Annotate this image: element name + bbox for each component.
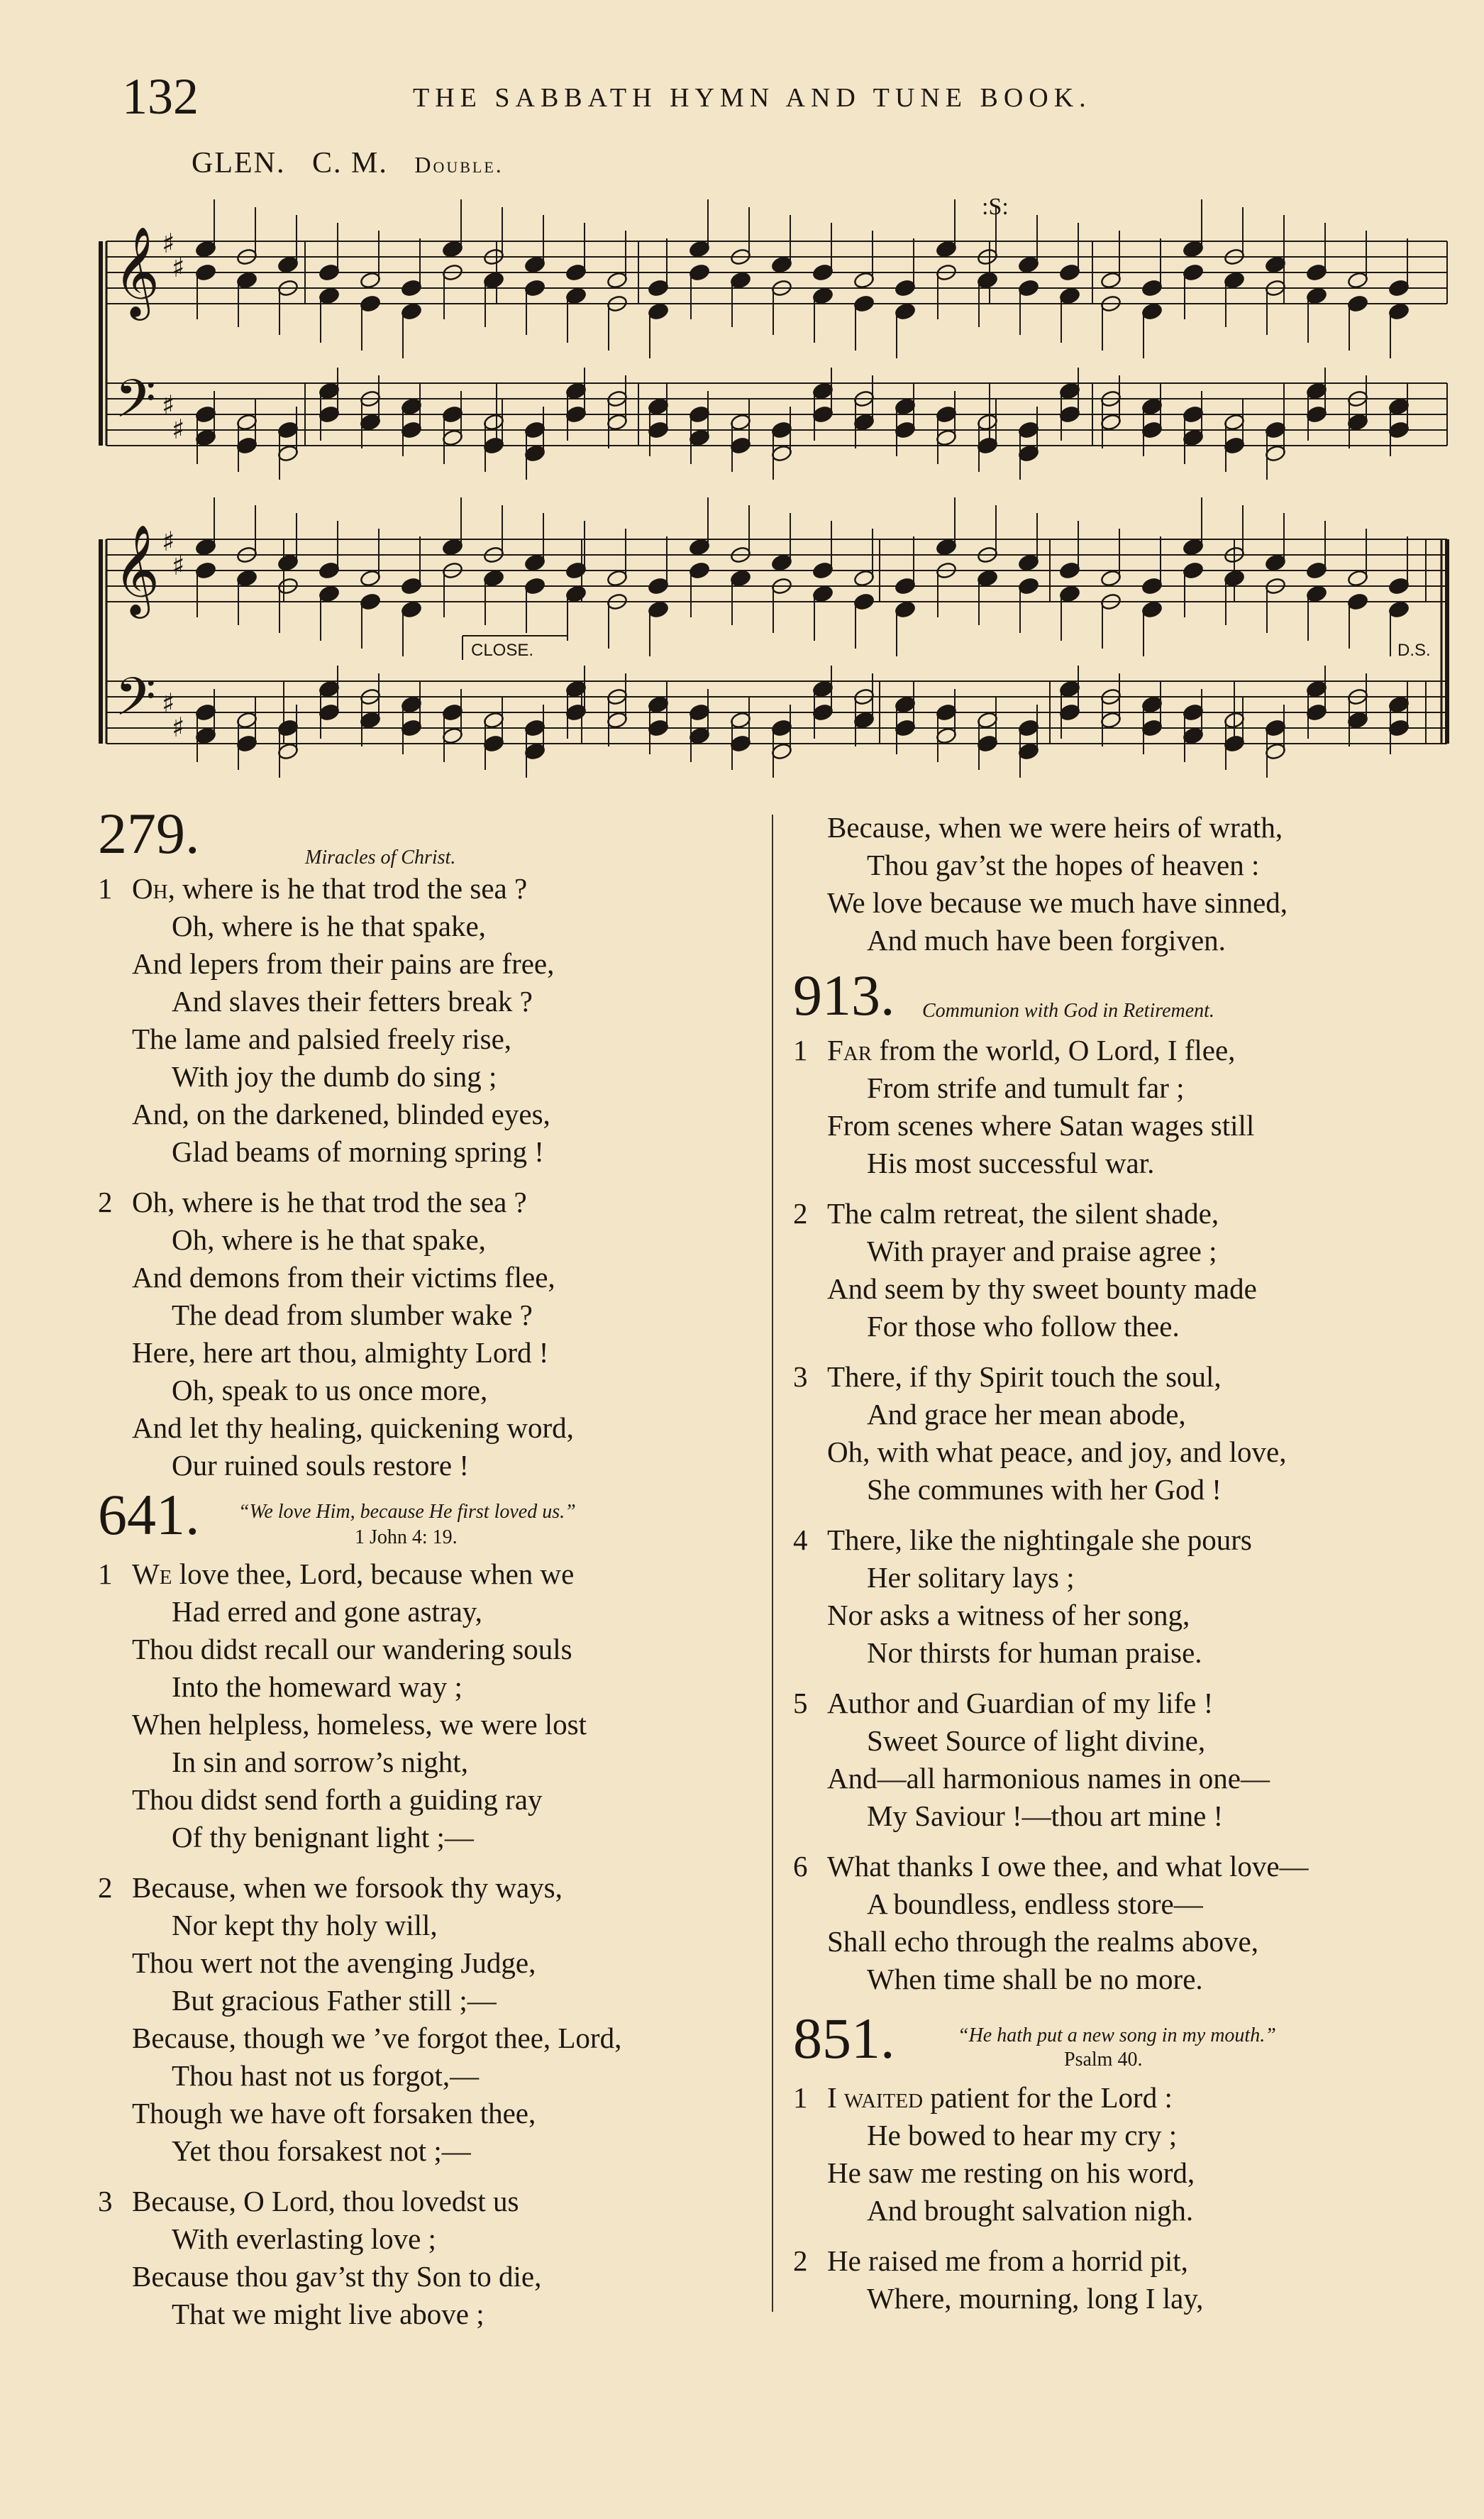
verse-text: Oh, with what peace, and joy, and love, [827, 1435, 1287, 1468]
verse-line [92, 1133, 773, 1171]
hymn-title: Miracles of Christ. [305, 847, 456, 869]
hymn-851-header [787, 2006, 1461, 2079]
verse-line [787, 1848, 1461, 1885]
verse-line [92, 908, 773, 945]
verse-text: Had erred and gone astray, [172, 1595, 482, 1628]
verse-text: When time shall be no more. [867, 1963, 1203, 1995]
stanza [787, 1521, 1461, 1672]
verse-text: There, like the nightingale she pours [827, 1523, 1252, 1556]
stanza [787, 1848, 1461, 1998]
verse-line [92, 870, 773, 908]
verse-text: Because, though we ’ve forgot thee, Lord, [132, 2022, 622, 2054]
verse-text: Though we have oft forsaken thee, [132, 2097, 536, 2129]
svg-text:♯: ♯ [162, 228, 175, 259]
verse-line [92, 2258, 773, 2295]
verse-line [92, 2019, 773, 2057]
verse-line [92, 2183, 773, 2220]
verse-line [92, 1555, 773, 1593]
verse-line [787, 1145, 1461, 1182]
verse-text: Far from the world, O Lord, I flee, [827, 1034, 1236, 1066]
verse-text: From strife and tumult far ; [867, 1071, 1185, 1104]
verse-line [92, 1184, 773, 1221]
hymn-number: 913. [793, 963, 895, 1027]
stanza-gap [787, 1672, 1461, 1685]
verse-line [92, 1221, 773, 1259]
verse-text: Sweet Source of light divine, [867, 1724, 1206, 1757]
verse-line [92, 1096, 773, 1133]
ds-label: D.S. [1397, 641, 1431, 660]
stanza-gap [92, 1171, 773, 1184]
left-column [92, 801, 773, 2333]
verse-line [787, 1885, 1461, 1923]
verse-text: And—all harmonious names in one— [827, 1762, 1270, 1795]
verse-line [92, 1334, 773, 1372]
verse-line [787, 1521, 1461, 1559]
verse-text: Thou didst recall our wandering souls [132, 1633, 572, 1665]
verse-text: Oh, speak to us once more, [172, 1374, 488, 1406]
svg-text:♯: ♯ [172, 414, 185, 445]
stanza-gap [787, 1182, 1461, 1195]
svg-text:♯: ♯ [172, 252, 185, 283]
svg-text:♯: ♯ [172, 712, 185, 743]
hymn-number: 851. [793, 2006, 895, 2071]
verse-text: And lepers from their pains are free, [132, 947, 555, 980]
verse-line [92, 1058, 773, 1096]
verse-line [92, 2220, 773, 2258]
verse-text: What thanks I owe thee, and what love— [827, 1850, 1309, 1883]
verse-text: Oh, where is he that spake, [172, 910, 486, 942]
verse-text: Her solitary lays ; [867, 1561, 1075, 1594]
verse-text: In sin and sorrow’s night, [172, 1746, 468, 1778]
stanza [92, 1184, 773, 1484]
verse-line [787, 2117, 1461, 2154]
verse-line [787, 1760, 1461, 1797]
verse-line [92, 1593, 773, 1631]
svg-text:𝄞: 𝄞 [113, 226, 160, 316]
verse-line [787, 1471, 1461, 1509]
hymn-ref: Psalm 40. [1064, 2049, 1143, 2071]
right-column [787, 809, 1461, 2317]
verse-line [92, 2095, 773, 2132]
tune-meter: C. M. [311, 147, 388, 180]
stanza [787, 2079, 1461, 2229]
verse-line [92, 1982, 773, 2019]
stanza [92, 1869, 773, 2170]
verse-text: But gracious Father still ;— [172, 1984, 497, 2017]
verse-text: Of thy benignant light ;— [172, 1821, 474, 1853]
verse-line [787, 1107, 1461, 1145]
stanza-gap [787, 1509, 1461, 1521]
hymn-641-body [92, 1555, 773, 2333]
verse-text: Nor thirsts for human praise. [867, 1636, 1202, 1669]
verse-text: We love because we much have sinned, [827, 886, 1288, 919]
verse-text: Nor asks a witness of her song, [827, 1599, 1190, 1631]
verse-text: Our ruined souls restore ! [172, 1449, 470, 1482]
verse-text: And let thy healing, quickening word, [132, 1411, 574, 1444]
verse-line [92, 1819, 773, 1856]
stanza-number: 3 [793, 1360, 808, 1393]
verse-line [92, 1372, 773, 1409]
verse-text: With prayer and praise agree ; [867, 1235, 1217, 1267]
verse-text: Here, here art thou, almighty Lord ! [132, 1336, 549, 1369]
verse-text: Thou didst send forth a guiding ray [132, 1783, 543, 1816]
hymn-title: “He hath put a new song in my mouth.” [958, 2024, 1276, 2046]
verse-line [787, 809, 1461, 847]
verse-line [92, 1447, 773, 1484]
verse-line [787, 1396, 1461, 1433]
stanza-gap [92, 2170, 773, 2183]
verse-text: My Saviour !—thou art mine ! [867, 1799, 1224, 1832]
verse-text: Author and Guardian of my life ! [827, 1687, 1214, 1719]
hymn-number: 279. [98, 801, 200, 866]
verse-text: Because, O Lord, thou lovedst us [132, 2185, 519, 2217]
verse-line [787, 1559, 1461, 1597]
verse-line [92, 1907, 773, 1944]
hymn-number: 641. [98, 1482, 200, 1547]
stanza-number: 1 [98, 1558, 113, 1590]
hymn-title: “We love Him, because He first loved us.” [238, 1501, 576, 1523]
verse-line [92, 1706, 773, 1743]
hymn-913-body [787, 1032, 1461, 1998]
stanza [787, 809, 1461, 959]
verse-text: He saw me resting on his word, [827, 2156, 1195, 2189]
verse-line [787, 2280, 1461, 2317]
verse-line [787, 1961, 1461, 1998]
verse-line [787, 884, 1461, 922]
hymn-title: Communion with God in Retirement. [922, 1000, 1214, 1022]
stanza-number: 6 [793, 1850, 808, 1883]
verse-text: Glad beams of morning spring ! [172, 1135, 544, 1168]
verse-line [92, 1668, 773, 1706]
stanza [787, 1195, 1461, 1345]
stanza-number: 2 [98, 1186, 113, 1218]
verse-text: And slaves their fetters break ? [172, 985, 533, 1018]
verse-text: With joy the dumb do sing ; [172, 1060, 497, 1093]
tune-name: GLEN. [192, 147, 286, 180]
verse-line [92, 2057, 773, 2095]
verse-text: And, on the darkened, blinded eyes, [132, 1098, 550, 1130]
tune-variant: Double. [414, 152, 504, 177]
verse-text: Oh, where is he that trod the sea ? [132, 872, 528, 905]
verse-line [787, 1358, 1461, 1396]
verse-line [92, 1781, 773, 1819]
verse-line [92, 1869, 773, 1907]
stanza [92, 2183, 773, 2333]
verse-line [787, 1233, 1461, 1270]
verse-line [92, 1944, 773, 1982]
stanza-gap [787, 1345, 1461, 1358]
verse-line [787, 1195, 1461, 1233]
svg-text:♯: ♯ [162, 688, 175, 719]
verse-text: And demons from their victims flee, [132, 1261, 555, 1294]
verse-text: Nor kept thy holy will, [172, 1909, 438, 1941]
verse-line [787, 847, 1461, 884]
verse-line [787, 1685, 1461, 1722]
stanza-number: 2 [793, 2244, 808, 2277]
verse-line [787, 2079, 1461, 2117]
stanza-number: 4 [793, 1523, 808, 1556]
verse-text: There, if thy Spirit touch the soul, [827, 1360, 1222, 1393]
verse-line [787, 1722, 1461, 1760]
verse-line [92, 1631, 773, 1668]
verse-line [92, 983, 773, 1020]
verse-line [92, 1296, 773, 1334]
stanza [787, 2242, 1461, 2317]
stanza [787, 1358, 1461, 1509]
verse-line [92, 2295, 773, 2333]
verse-line [92, 2132, 773, 2170]
verse-line [92, 1743, 773, 1781]
verse-line [787, 1597, 1461, 1634]
stanza-number: 5 [793, 1687, 808, 1719]
verse-text: For those who follow thee. [867, 1310, 1180, 1343]
hymn-851-body [787, 2079, 1461, 2317]
verse-text: And seem by thy sweet bounty made [827, 1272, 1257, 1305]
verse-text: The calm retreat, the silent shade, [827, 1197, 1219, 1230]
verse-text: She communes with her God ! [867, 1473, 1222, 1506]
verse-text: When helpless, homeless, we were lost [132, 1708, 587, 1741]
verse-text: And grace her mean abode, [867, 1398, 1186, 1431]
verse-text: Into the homeward way ; [172, 1670, 463, 1703]
svg-text:♯: ♯ [162, 526, 175, 557]
verse-text: His most successful war. [867, 1147, 1155, 1179]
svg-text:𝄢: 𝄢 [115, 666, 156, 741]
stanza-gap [787, 1835, 1461, 1848]
verse-text: And much have been forgiven. [867, 924, 1226, 957]
verse-text: Yet thou forsakest not ;— [172, 2134, 471, 2167]
hymn-641-header [92, 1482, 773, 1555]
verse-text: And brought salvation nigh. [867, 2194, 1194, 2227]
stanza-gap [787, 2229, 1461, 2242]
verse-text: The lame and palsied freely rise, [132, 1023, 512, 1055]
close-label: CLOSE. [471, 641, 534, 660]
verse-text: Shall echo through the realms above, [827, 1925, 1258, 1958]
stanza-number: 1 [793, 2081, 808, 2114]
segno-mark: :S: [982, 194, 1009, 220]
running-title: THE SABBATH HYMN AND TUNE BOOK. [413, 83, 1092, 113]
verse-line [787, 1032, 1461, 1069]
verse-line [787, 1270, 1461, 1308]
svg-text:♯: ♯ [172, 550, 185, 581]
verse-text: A boundless, endless store— [867, 1887, 1203, 1920]
verse-text: Thou wert not the avenging Judge, [132, 1946, 536, 1979]
verse-line [787, 2242, 1461, 2280]
verse-line [787, 1634, 1461, 1672]
verse-line [92, 1259, 773, 1296]
verse-line [787, 1069, 1461, 1107]
music-score [0, 0, 1484, 795]
verse-line [787, 1308, 1461, 1345]
stanza-number: 1 [793, 1034, 808, 1066]
verse-line [787, 1923, 1461, 1961]
stanza [92, 1555, 773, 1856]
stanza-number: 1 [98, 872, 113, 905]
verse-text: I waited patient for the Lord : [827, 2081, 1173, 2114]
verse-line [787, 922, 1461, 959]
stanza [92, 870, 773, 1171]
svg-text:𝄞: 𝄞 [113, 524, 160, 614]
verse-text: Thou gav’st the hopes of heaven : [867, 849, 1260, 881]
hymn-ref: 1 John 4: 19. [355, 1526, 458, 1548]
verse-line [92, 1020, 773, 1058]
verse-text: Oh, where is he that trod the sea ? [132, 1186, 527, 1218]
verse-text: Because thou gav’st thy Son to die, [132, 2260, 542, 2293]
page-number: 132 [122, 68, 199, 125]
verse-line [787, 1797, 1461, 1835]
verse-text: From scenes where Satan wages still [827, 1109, 1255, 1142]
verse-text: Thou hast not us forgot,— [172, 2059, 480, 2092]
stanza [787, 1685, 1461, 1835]
verse-text: Because, when we forsook thy ways, [132, 1871, 563, 1904]
verse-text: The dead from slumber wake ? [172, 1299, 533, 1331]
verse-line [787, 2192, 1461, 2229]
hymn-279-header [92, 801, 773, 870]
stanza [787, 1032, 1461, 1182]
verse-text: We love thee, Lord, because when we [132, 1558, 575, 1590]
stanza-gap [92, 1856, 773, 1869]
verse-text: He raised me from a horrid pit, [827, 2244, 1188, 2277]
svg-text:♯: ♯ [162, 390, 175, 421]
verse-line [787, 2154, 1461, 2192]
verse-text: Because, when we were heirs of wrath, [827, 811, 1283, 844]
hymn-641-continued [787, 809, 1461, 959]
hymn-913-header [787, 963, 1461, 1032]
verse-text: Where, mourning, long I lay, [867, 2282, 1204, 2315]
verse-text: That we might live above ; [172, 2298, 484, 2330]
verse-line [92, 945, 773, 983]
svg-text:𝄢: 𝄢 [115, 368, 156, 443]
verse-line [92, 1409, 773, 1447]
hymn-279-body [92, 870, 773, 1484]
verse-text: With everlasting love ; [172, 2222, 436, 2255]
stanza-number: 2 [793, 1197, 808, 1230]
verse-text: He bowed to hear my cry ; [867, 2119, 1178, 2151]
stanza-number: 3 [98, 2185, 113, 2217]
verse-line [787, 1433, 1461, 1471]
verse-text: Oh, where is he that spake, [172, 1223, 486, 1256]
stanza-number: 2 [98, 1871, 113, 1904]
